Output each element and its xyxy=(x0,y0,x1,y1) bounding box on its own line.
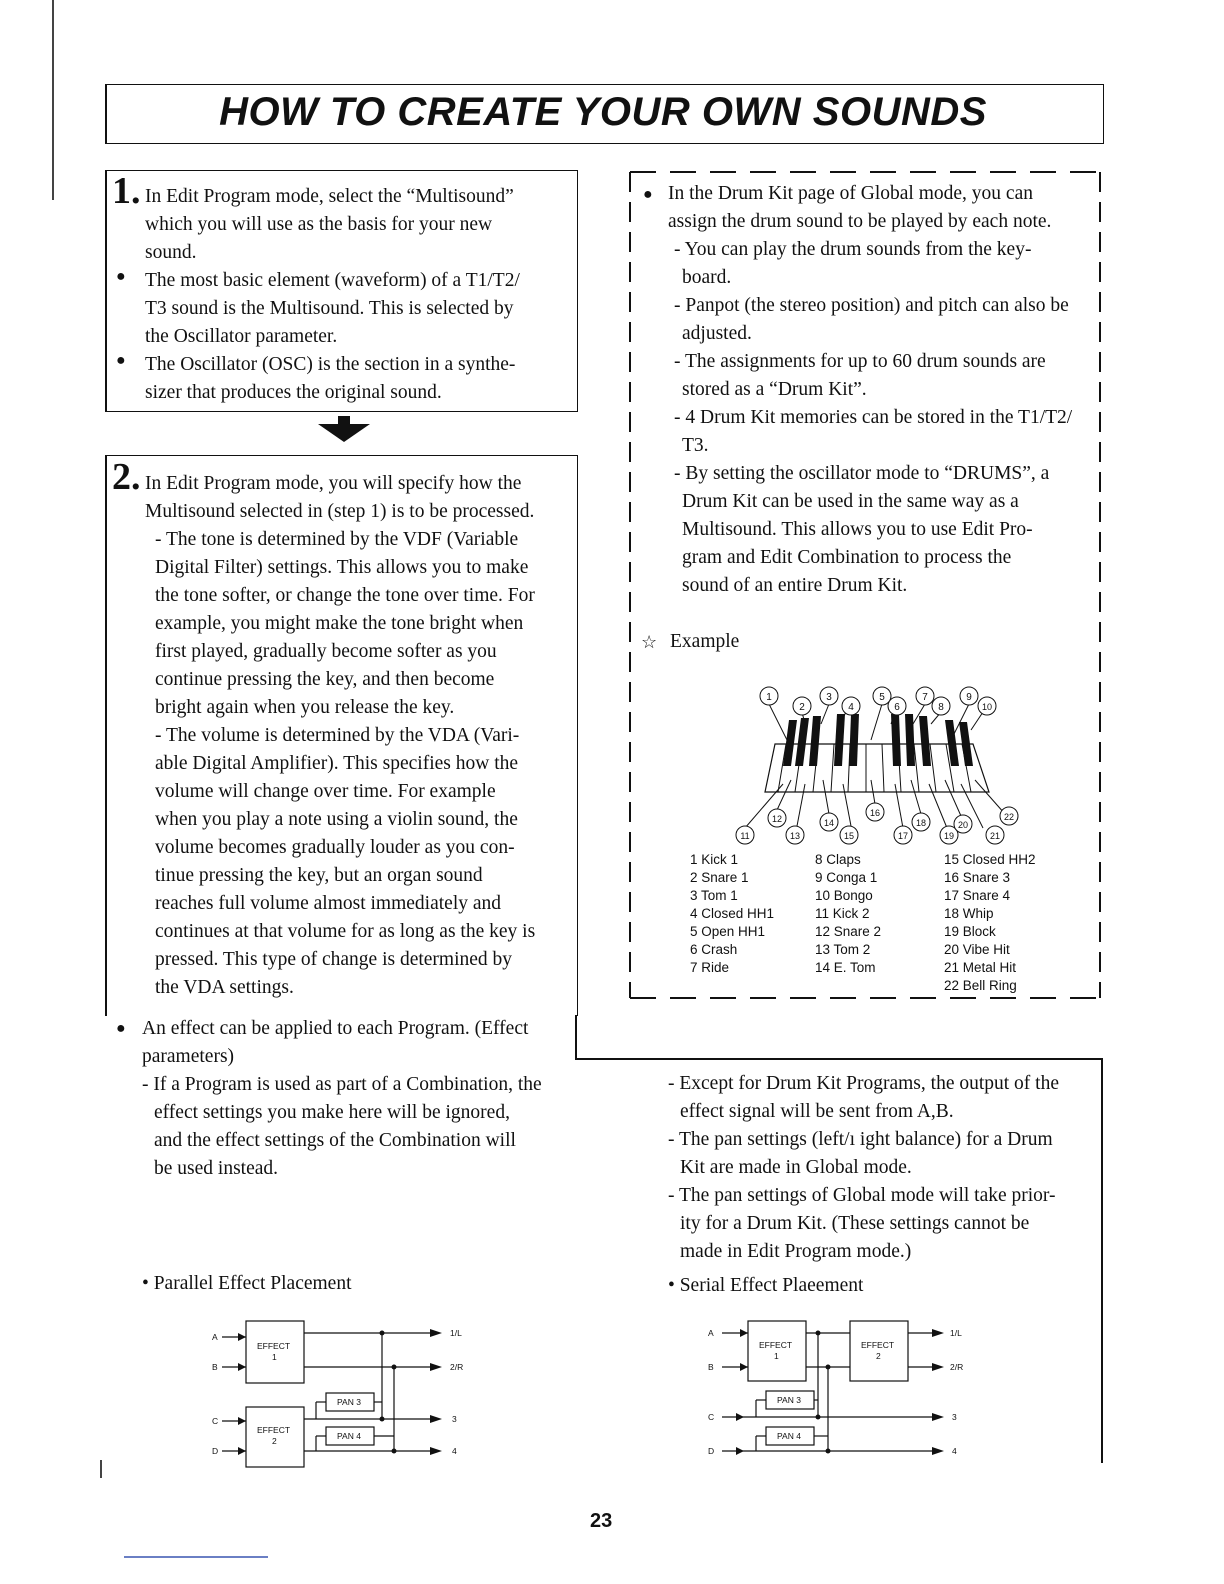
text-line: The most basic element (waveform) of a T1/T2/ xyxy=(145,270,520,291)
text-line: In Edit Program mode, you will specify how the xyxy=(145,473,522,494)
text-line: - The pan settings (left/ı ight balance) for a Drum xyxy=(668,1129,1053,1150)
legend-item: 19 Block xyxy=(944,924,996,939)
effect1-number: 1 xyxy=(272,1352,277,1362)
key-marker-label: 1 xyxy=(766,692,772,703)
input-b-label: B xyxy=(212,1362,218,1372)
key-marker-label: 5 xyxy=(879,692,885,703)
text-line: able Digital Amplifier). This specifies how the xyxy=(155,753,519,774)
output-2-label: 2/R xyxy=(450,1362,464,1372)
bullet-icon: ● xyxy=(116,268,126,285)
input-c-label: C xyxy=(708,1412,715,1422)
key-marker-label: 2 xyxy=(799,702,805,713)
text-line: - The assignments for up to 60 drum sounds are xyxy=(674,351,1046,372)
pan3-label: PAN 3 xyxy=(777,1395,801,1405)
step2-text xyxy=(145,470,570,1002)
text-line: In the Drum Kit page of Global mode, you can xyxy=(668,183,1033,204)
legend-item: 1 Kick 1 xyxy=(690,852,739,867)
text-line: the tone softer, or change the tone over time. For xyxy=(155,585,535,606)
text-line: stored as a “Drum Kit”. xyxy=(682,379,867,400)
text-line: which you will use as the basis for your new xyxy=(145,214,493,235)
text-line: Multisound. This allows you to use Edit Pro- xyxy=(682,519,1033,540)
text-line: An effect can be applied to each Program. (Effect xyxy=(142,1018,529,1039)
parallel-effect-diagram xyxy=(200,1315,480,1475)
legend-item: 4 Closed HH1 xyxy=(690,906,775,921)
text-line: - Panpot (the stereo position) and pitch can also be xyxy=(674,295,1069,316)
input-a-label: A xyxy=(212,1332,218,1342)
key-marker-label: 4 xyxy=(848,702,854,713)
example-label: Example xyxy=(670,631,740,652)
key-marker-label: 13 xyxy=(789,831,801,841)
text-line: - By setting the oscillator mode to “DRUMS”, a xyxy=(674,463,1050,484)
legend-item: 9 Conga 1 xyxy=(815,870,878,885)
step1-text xyxy=(145,183,570,407)
margin-line xyxy=(52,0,54,200)
text-line: - If a Program is used as part of a Combination, the xyxy=(142,1074,542,1095)
legend-item: 10 Bongo xyxy=(815,888,873,903)
key-marker-label: 7 xyxy=(922,692,928,703)
pan4-label: PAN 4 xyxy=(337,1431,361,1441)
down-arrow-icon xyxy=(316,414,372,444)
text-line: first played, gradually become softer as you xyxy=(155,641,497,662)
example-star-icon: ☆ xyxy=(641,632,658,652)
text-line: reaches full volume almost immediately and xyxy=(155,893,502,914)
key-marker-label: 11 xyxy=(740,831,750,841)
page-title: HOW TO CREATE YOUR OWN SOUNDS xyxy=(219,90,987,134)
effect2-label: EFFECT xyxy=(257,1425,291,1435)
serial-effect-diagram xyxy=(700,1315,980,1475)
key-marker-label: 15 xyxy=(843,831,855,841)
legend-item: 20 Vibe Hit xyxy=(944,942,1010,957)
step2-box-connector xyxy=(575,1015,577,1059)
bullet-icon: ● xyxy=(643,186,653,203)
text-line: - The volume is determined by the VDA (Vari- xyxy=(155,725,520,746)
text-line: and the effect settings of the Combination will xyxy=(154,1130,516,1151)
key-marker-label: 6 xyxy=(894,702,900,713)
key-marker-label: 14 xyxy=(823,818,835,828)
legend-item: 14 E. Tom xyxy=(815,960,876,975)
output-3-label: 3 xyxy=(452,1414,457,1424)
text-line: volume will change over time. For example xyxy=(155,781,496,802)
legend-item: 12 Snare 2 xyxy=(815,924,882,939)
text-line: T3. xyxy=(682,435,709,456)
drum-legend-col1 xyxy=(690,851,774,977)
pan3-label: PAN 3 xyxy=(337,1397,361,1407)
key-marker-label: 9 xyxy=(966,692,972,703)
input-a-label: A xyxy=(708,1328,714,1338)
legend-item: 16 Snare 3 xyxy=(944,870,1011,885)
effect2-number: 2 xyxy=(876,1351,881,1361)
text-line: pressed. This type of change is determined by xyxy=(155,949,513,970)
drumkit-text xyxy=(668,180,1093,600)
text-line: tinue pressing the key, but an organ sound xyxy=(155,865,483,886)
margin-line-lower xyxy=(100,1460,102,1478)
key-marker-label: 20 xyxy=(957,820,969,830)
legend-item: 7 Ride xyxy=(690,960,730,975)
legend-item: 18 Whip xyxy=(944,906,994,921)
key-marker-label: 12 xyxy=(771,814,783,824)
text-line: the VDA settings. xyxy=(155,977,294,998)
effect1-number: 1 xyxy=(774,1351,779,1361)
text-line: continue pressing the key, and then become xyxy=(155,669,495,690)
legend-item: 15 Closed HH2 xyxy=(944,852,1036,867)
output-1-label: 1/L xyxy=(950,1328,962,1338)
pan4-label: PAN 4 xyxy=(777,1431,801,1441)
legend-item: 21 Metal Hit xyxy=(944,960,1017,975)
legend-item: 2 Snare 1 xyxy=(690,870,749,885)
text-line: Digital Filter) settings. This allows you to make xyxy=(155,557,529,578)
key-marker-label: 17 xyxy=(897,831,909,841)
text-line: T3 sound is the Multisound. This is selected by xyxy=(145,298,514,319)
legend-item: 5 Open HH1 xyxy=(690,924,766,939)
parallel-effect-label: • Parallel Effect Placement xyxy=(142,1273,352,1294)
legend-item: 11 Kick 2 xyxy=(815,906,870,921)
text-line: - You can play the drum sounds from the key- xyxy=(674,239,1032,260)
effect2-label: EFFECT xyxy=(861,1340,895,1350)
effect-right-text xyxy=(668,1070,1098,1266)
drum-legend-col3 xyxy=(944,851,1036,995)
text-line: parameters) xyxy=(142,1046,235,1067)
text-line: assign the drum sound to be played by each note. xyxy=(668,211,1052,232)
legend-item: 6 Crash xyxy=(690,942,738,957)
legend-item: 22 Bell Ring xyxy=(944,978,1017,993)
text-line: Kit are made in Global mode. xyxy=(680,1157,912,1178)
drum-legend-col2 xyxy=(815,851,881,977)
key-marker-label: 19 xyxy=(943,831,955,841)
legend-item: 3 Tom 1 xyxy=(690,888,738,903)
key-marker-label: 16 xyxy=(869,808,881,818)
bullet-icon: ● xyxy=(116,1020,126,1037)
legend-item: 13 Tom 2 xyxy=(815,942,871,957)
text-line: the Oscillator parameter. xyxy=(145,326,338,347)
text-line: - 4 Drum Kit memories can be stored in the T1/T2/ xyxy=(674,407,1073,428)
text-line: sizer that produces the original sound. xyxy=(145,382,442,403)
text-line: continues at that volume for as long as the key is xyxy=(155,921,536,942)
key-marker-label: 21 xyxy=(989,831,1001,841)
text-line: - Except for Drum Kit Programs, the output of the xyxy=(668,1073,1059,1094)
input-c-label: C xyxy=(212,1416,219,1426)
input-d-label: D xyxy=(212,1446,219,1456)
text-line: made in Edit Program mode.) xyxy=(680,1241,912,1262)
output-4-label: 4 xyxy=(952,1446,957,1456)
step2-box-bottom-rule xyxy=(575,1058,1103,1060)
key-marker-label: 18 xyxy=(915,818,927,828)
bullet-icon: ● xyxy=(116,352,126,369)
key-marker-label: 22 xyxy=(1003,812,1015,822)
step2-number: 2. xyxy=(112,456,141,498)
text-line: The Oscillator (OSC) is the section in a synthe- xyxy=(145,354,516,375)
text-line: In Edit Program mode, select the “Multisound” xyxy=(145,186,514,207)
text-line: board. xyxy=(682,267,732,288)
legend-item: 17 Snare 4 xyxy=(944,888,1011,903)
text-line: gram and Edit Combination to process the xyxy=(682,547,1012,568)
effect1-label: EFFECT xyxy=(257,1341,291,1351)
text-line: Multisound selected in (step 1) is to be processed. xyxy=(145,501,535,522)
step1-number: 1. xyxy=(112,170,141,212)
serial-effect-label: • Serial Effect Plaeement xyxy=(668,1275,864,1296)
input-b-label: B xyxy=(708,1362,714,1372)
text-line: - The tone is determined by the VDF (Variable xyxy=(155,529,519,550)
effect-text xyxy=(142,1015,572,1183)
text-line: sound of an entire Drum Kit. xyxy=(682,575,908,596)
key-marker-label: 3 xyxy=(826,692,832,703)
legend-item: 8 Claps xyxy=(815,852,861,867)
text-line: effect settings you make here will be ignored, xyxy=(154,1102,510,1123)
page-number: 23 xyxy=(590,1510,613,1532)
text-line: effect signal will be sent from A,B. xyxy=(680,1101,954,1122)
effect2-number: 2 xyxy=(272,1436,277,1446)
footer-rule xyxy=(124,1556,268,1558)
text-line: sound. xyxy=(145,242,197,263)
output-1-label: 1/L xyxy=(450,1328,462,1338)
text-line: be used instead. xyxy=(154,1158,279,1179)
output-2-label: 2/R xyxy=(950,1362,964,1372)
text-line: Drum Kit can be used in the same way as a xyxy=(682,491,1019,512)
right-box-edge xyxy=(1101,1058,1103,1463)
text-line: - The pan settings of Global mode will take prior- xyxy=(668,1185,1056,1206)
key-marker-label: 8 xyxy=(938,702,944,713)
text-line: bright again when you release the key. xyxy=(155,697,455,718)
output-3-label: 3 xyxy=(952,1412,957,1422)
keyboard-diagram xyxy=(725,680,1025,848)
text-line: ity for a Drum Kit. (These settings cannot be xyxy=(680,1213,1030,1234)
text-line: adjusted. xyxy=(682,323,752,344)
output-4-label: 4 xyxy=(452,1446,457,1456)
text-line: when you play a note using a violin sound, the xyxy=(155,809,518,830)
effect1-label: EFFECT xyxy=(759,1340,793,1350)
key-marker-label: 10 xyxy=(981,702,993,712)
input-d-label: D xyxy=(708,1446,715,1456)
text-line: volume becomes gradually louder as you con- xyxy=(155,837,515,858)
text-line: example, you might make the tone bright when xyxy=(155,613,524,634)
